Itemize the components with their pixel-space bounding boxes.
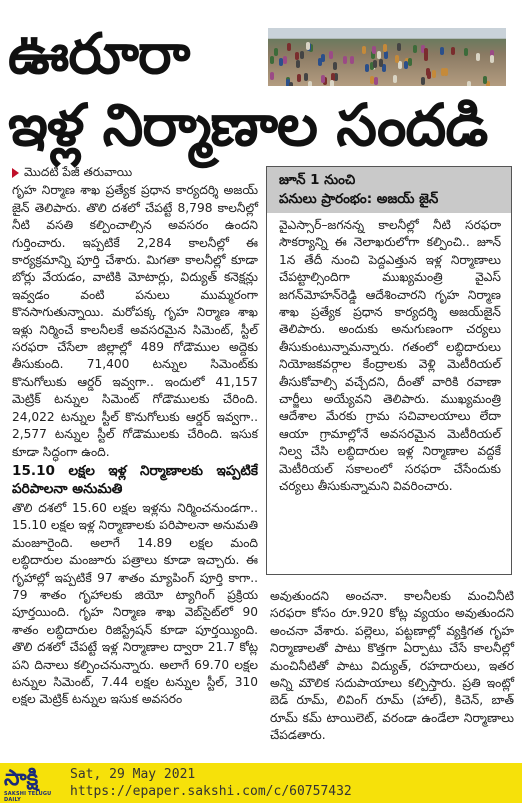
crowd-figure (297, 74, 301, 82)
footer-bar (0, 763, 522, 803)
sidebar-box (266, 166, 512, 575)
sidebar-box-body: వైఎస్సార్–జగనన్న కాలనీల్లో నీటి సరఫరా సౌకర్యాన్ని ఈ నెలాఖరులోగా కల్పించి.. జూన్ 1న తేదీ నుంచి పెద్దఎత్తున ఇళ్ల నిర్మాణాలు చేపట్టాల్సిందిగా ముఖ్యమంత్రి వైఎస్ జగన్‌మోహన్‌రెడ్డి ఆదేశించారని గృహ నిర్మాణ శాఖ ప్రత్యేక ప్రధాన కార్యదర్శి అజయ్‌జైన్ తెలిపారు. అందుకు అనుగుణంగా చర్యలు తీసుకుంటున్నామన్నారు. గతంలో లబ్ధిదారులు నియోజకవర్గాల కేంద్రాలకు వెళ్లి మెటీరియల్ తీసుకోవాల్సి వచ్చేదని, దీంతో వారికి రవాణా చార్జీలు అయ్యేవని తెలిపారు. ముఖ్యమంత్రి ఆదేశాల మేరకు గ్రామ సచివాలయాలు లేదా ఆయా గ్రామాల్లోనే అవసరమైన మెటీరియల్ నిల్వ చేసి లబ్ధిదారుల ఇళ్ల నిర్మాణాల వద్దకే మెటీరియల్ సకాలంలో సరఫరా చేసేందుకు చర్యలు తీసుకున్నామని వివరించారు. (279, 218, 501, 494)
headline-line2: ఇళ్ల నిర్మాణాల సందడి (8, 91, 488, 159)
continued-from-front-page (12, 164, 258, 181)
article-paragraph-1: గృహ నిర్మాణ శాఖ ప్రత్యేక ప్రధాన కార్యదర్శి అజయ్ జైన్ తెలిపారు. తొలి దశలో చేపట్టే 8,798 కాలనీల్లో నీటి వసతి కల్పించాల్సిన అవసరం ఉందని గుర్తించారు. ఇప్పటికే 2,284 కాలనీల్లో ఈ కార్యక్రమాన్ని పూర్తి చేశారు. మిగతా కాలనీల్లో కూడా బోర్లు వేయడం, వాటికి మోటార్లు, విద్యుత్ కనెక్షన్లు ఇవ్వడం వంటి పనులు ముమ్మరంగా కొనసాగుతున్నాయి. మరోపక్క గృహ నిర్మాణ శాఖ ఇళ్లు నిర్మించే కాలనీలకే అవసరమైన సిమెంట్, స్టీల్ సరఫరా చేసేలా జిల్లాల్లో 489 గోడౌముల అద్దెకు తీసుకుంది. 71,400 టన్నుల సిమెంట్‌కు కొనుగోలుకు ఆర్డర్ ఇవ్వగా.. ఇందులో 41,157 మెట్రిక్ టన్నుల సిమెంట్ గోడౌములకు చేరింది. 24,022 టన్నుల స్టీల్ కొనుగోలుకు ఆర్డర్ ఇవ్వగా.. 2,577 టన్నుల స్టీల్ గోడౌములకు చేరింది. ఇసుక కూడా సిద్ధంగా ఉంది. (12, 183, 258, 459)
crowd-figure (451, 47, 455, 55)
crowd-figure (483, 76, 487, 84)
crowd-figure (383, 44, 387, 52)
sakshi-logo (4, 766, 64, 803)
article-paragraph-2: తొలి దశలో 15.60 లక్షల ఇళ్లను నిర్మించనుండగా.. 15.10 లక్షల ఇళ్ల నిర్మాణాలకు పరిపాలనా అనుమతి మంజూరైంది. అలాగే 14.89 లక్షల మంది లబ్ధిదారుల మంజూరు పత్రాలు కూడా ఇచ్చారు. ఈ గృహాల్లో ఇప్పటికే 97 శాతం మ్యాపింగ్ పూర్తి కాగా.. 79 శాతం గృహాలకు జియో ట్యాగింగ్ ప్రక్రియ పూర్తయింది. గృహ నిర్మాణ శాఖ వెబ్‌సైట్‌లో 90 శాతం లబ్ధిదారుల రిజిస్ట్రేషన్ కూడా పూర్తయ్యింది. తొలి దశలో చేపట్టే ఇళ్ల నిర్మాణాల ద్వారా 21.7 కోట్ల పని దినాలు కల్పించనున్నారు. అలాగే 69.70 లక్షల టన్నుల సిమెంట్, 7.44 లక్షల టన్నుల స్టీల్, 310 లక్షల మెట్రిక్ టన్నుల ఇసుక అవసరం (12, 500, 258, 707)
crowd-figure (300, 51, 304, 59)
crowd-figure (270, 56, 274, 64)
crowd-figure (384, 51, 388, 59)
crowd-figure (270, 72, 274, 80)
crowd-figure (274, 48, 278, 56)
crowd-figure (395, 55, 399, 63)
article-right-column (270, 588, 514, 745)
crowd-figure (329, 51, 333, 59)
sidebar-heading-line1: జూన్ 1 నుంచి (279, 173, 356, 188)
crowd-figure (440, 47, 444, 55)
crowd-figure (304, 73, 308, 81)
crowd-figure (362, 46, 366, 54)
crowd-figure (333, 62, 337, 70)
crowd-figure (321, 75, 325, 83)
crowd-figure (372, 46, 376, 54)
crowd-figure (397, 43, 401, 51)
sidebar-heading-line2: పనులు ప్రారంభం: అజయ్ జైన్ (279, 192, 439, 207)
crowd-figure (408, 58, 412, 66)
crowd-figure (404, 61, 408, 69)
crowd-figure (306, 42, 310, 50)
crowd-figure (296, 60, 300, 68)
crowd-figure (295, 52, 299, 60)
sidebar-box-heading (267, 167, 511, 213)
headline-line1: ఊరూరా (8, 22, 190, 87)
crowd-figure (283, 56, 287, 64)
crowd-figure (379, 59, 383, 67)
publication-date: Sat, 29 May 2021 (70, 767, 196, 782)
epaper-url[interactable]: https://epaper.sakshi.com/c/60757432 (70, 784, 352, 799)
logo-text: సాక్షి (4, 766, 39, 791)
crowd-figure (441, 68, 445, 76)
crowd-figure (427, 71, 431, 79)
headline-photo (268, 28, 506, 86)
article-paragraph-3: అవుతుందని అంచనా. కాలనీలకు మంచినీటి సరఫరా కోసం రూ.920 కోట్ల వ్యయం అవుతుందని అంచనా వేశారు. పల్లెలు, పట్టణాల్లో వ్యక్తిగత గృహ నిర్మాణాలతో పాటు కొత్తగా ఏర్పాటు చేసే కాలనీల్లో మంచినీటితో పాటు విద్యుత్, రహదారులు, ఇతర అన్ని మౌలిక సదుపాయాలు కల్పిస్తారు. ప్రతి ఇంట్లో బెడ్ రూమ్, లివింగ్ రూమ్ (హాల్), కిచెన్, బాత్ రూమ్ కమ్ టాయిలెట్, వరండా ఉండేలా నిర్మాణాలు చేపడతారు. (270, 589, 514, 743)
kicker-text: మొదటి పేజీ తరువాయి (24, 165, 133, 179)
crowd-figure (421, 77, 425, 85)
crowd-figure (398, 61, 402, 69)
logo-subtext: SAKSHI TELUGU DAILY (4, 791, 52, 803)
crowd-figure (424, 53, 428, 61)
crowd-figure (350, 56, 354, 64)
crowd-figure (432, 70, 436, 78)
section-subheading: 15.10 లక్షల ఇళ్ల నిర్మాణాలకు ఇప్పటికే పరిపాలనా అనుమతి (12, 462, 258, 497)
triangle-bullet-icon (12, 168, 19, 178)
crowd-figure (490, 55, 494, 63)
crowd-figure (343, 56, 347, 64)
crowd-figure (365, 64, 369, 72)
crowd-figure (374, 77, 378, 85)
crowd-figure (476, 53, 480, 61)
crowd-figure (330, 80, 334, 86)
crowd-figure (321, 54, 325, 62)
crowd-figure (393, 75, 397, 83)
crowd-figure (413, 45, 417, 53)
crowd-figure (373, 60, 377, 68)
article-left-column (12, 164, 258, 709)
crowd-figure (308, 81, 312, 86)
crowd-figure (467, 81, 471, 86)
crowd-figure (289, 82, 293, 86)
crowd-figure (287, 43, 291, 51)
crowd-figure (464, 48, 468, 56)
